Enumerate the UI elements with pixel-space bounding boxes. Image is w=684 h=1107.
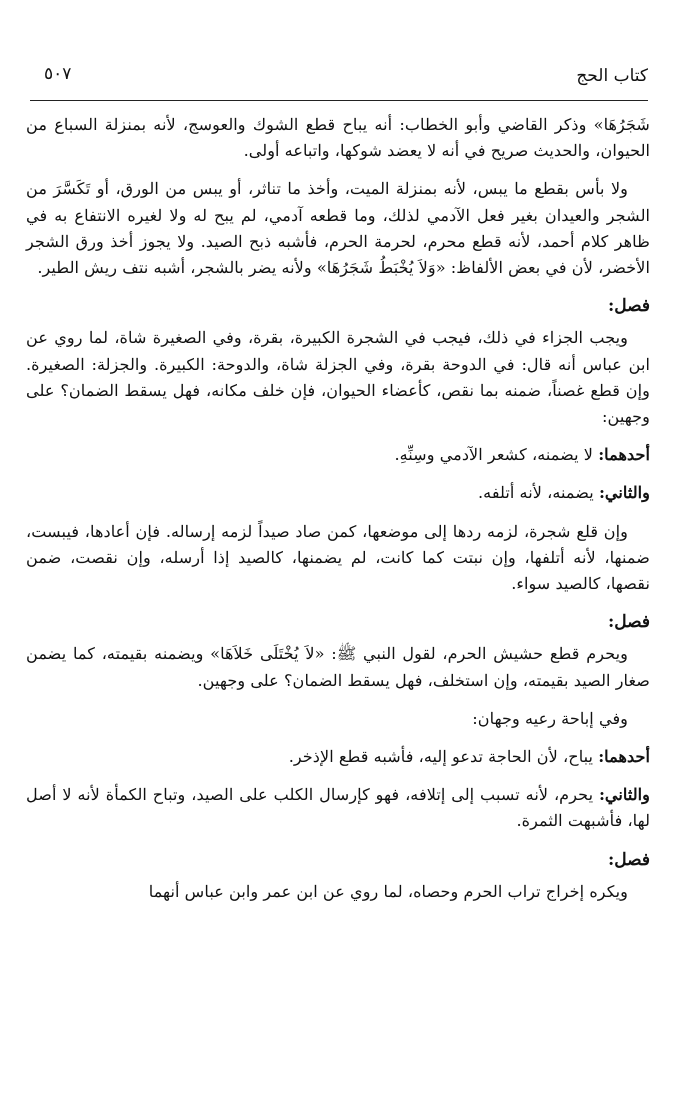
paragraph: ولا بأس بقطع ما يبس، لأنه بمنزلة الميت، وأخذ ما تناثر، أو يبس من الورق، أو تَكَسَّرَ من الشجر والعيدان بغير فعل الآدمي لذلك، وما قطعه آدمي، لم يبح له ولا لغيره الانتفاع به في ظاهر كلام أحمد، لأنه قطع محرم، لحرمة الحرم، فأشبه ذبح الصيد. ولا يجوز أخذ ورق الشجر الأخضر، لأن في بعض الألفاظ: «وَلاَ يُخْبَطُ شَجَرُهَا» ولأنه يضر بالشجر، أشبه نتف ريش الطير. <box>26 179 650 278</box>
section-heading: فصل: <box>607 849 650 870</box>
page-number: ٥٠٧ <box>44 64 72 84</box>
opinion-lead: أحدهما: <box>598 445 650 465</box>
paragraph: ويكره إخراج تراب الحرم وحصاه، لما روي عن ابن عمر وابن عباس أنهما <box>148 881 628 901</box>
opinion-paragraph <box>26 782 650 834</box>
opinion-text: لا يضمنه، كشعر الآدمي وسِنِّهِ. <box>394 445 599 465</box>
paragraph: ويجب الجزاء في ذلك، فيجب في الشجرة الكبيرة، بقرة، وفي الصغيرة شاة، لما روي عن ابن عباس أنه قال: في الدوحة بقرة، وفي الجزلة شاة، والدوحة: الكبيرة. والجزلة: الصغيرة. وإن قطع غصناً، ضمنه بما نقص، كأعضاء الحيوان، فإن خلف مكانه، فهل يسقط الضمان؟ على وجهين: <box>26 328 650 427</box>
header-divider <box>30 100 648 101</box>
opinion-paragraph <box>26 480 650 506</box>
page-body <box>26 112 650 917</box>
paragraph: وإن قلع شجرة، لزمه ردها إلى موضعها، كمن صاد صيداً لزمه إرساله. فإن أعادها، فيبست، ضمنها، لأنه أتلفها، وإن نبتت كما كانت، لم يضمنها، كالصيد إذا أرسله، وإن نقصت، ضمن نقصها، كالصيد سواء. <box>26 521 650 594</box>
opinion-paragraph <box>26 442 650 468</box>
opinion-text: يباح، لأن الحاجة تدعو إليه، فأشبه قطع الإذخر. <box>288 747 599 767</box>
opinion-text: يضمنه، لأنه أتلفه. <box>478 483 599 503</box>
section-heading: فصل: <box>607 296 650 317</box>
paragraph: وفي إباحة رعيه وجهان: <box>472 708 628 728</box>
opinion-text: يحرم، لأنه تسبب إلى إتلافه، فهو كإرسال الكلب على الصيد، وتباح الكمأة لأنه لا أصل لها، فأشبهت الثمرة. <box>26 785 650 831</box>
opinion-paragraph <box>26 744 650 770</box>
opinion-lead: أحدهما: <box>598 747 650 767</box>
section-heading: فصل: <box>607 612 650 633</box>
opinion-lead: والثاني: <box>598 785 650 805</box>
paragraph: شَجَرُهَا» وذكر القاضي وأبو الخطاب: أنه يباح قطع الشوك والعوسج، لأنه بمنزلة السباع من الحيوان، والحديث صريح في أنه لا يعضد شوكها، واتباعه أولى. <box>26 115 650 161</box>
paragraph: ويحرم قطع حشيش الحرم، لقول النبي ﷺ: «لاَ يُخْتَلَى خَلاَهَا» ويضمنه بقيمته، كما يضمن صغار الصيد بقيمته، وإن استخلف، فهل يسقط الضمان؟ على وجهين. <box>26 644 650 690</box>
opinion-lead: والثاني: <box>598 483 650 503</box>
book-title: كتاب الحج <box>576 66 648 86</box>
running-header <box>30 52 648 98</box>
